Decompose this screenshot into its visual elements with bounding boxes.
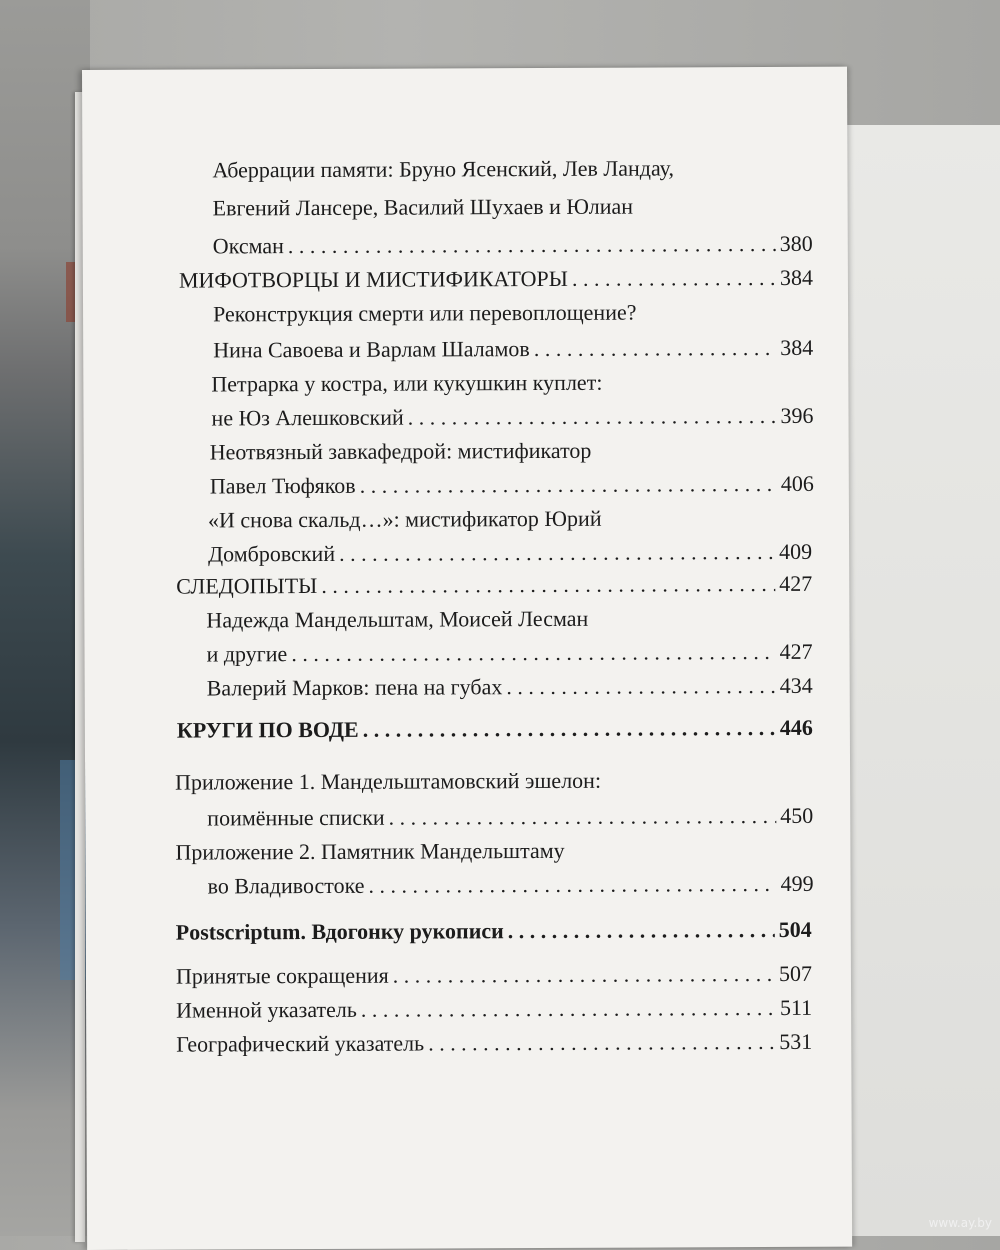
toc-entry-page: 531 (779, 1028, 813, 1054)
leader-dots (572, 265, 776, 292)
toc-line: Неотвязный завкафедрой: мистификатор (209, 437, 592, 465)
toc-line: Евгений Лансере, Василий Шухаев и Юлиан (212, 193, 634, 221)
leader-dots (288, 231, 776, 259)
toc-entry[interactable] (207, 803, 813, 832)
watermark: www.ay.by (928, 1216, 992, 1230)
toc-entry[interactable] (213, 231, 813, 260)
toc-entry[interactable] (176, 961, 812, 990)
toc-entry[interactable] (208, 539, 812, 568)
leader-dots (363, 715, 776, 743)
table-of-contents (82, 67, 852, 1250)
toc-line: «И снова скальд…»: мистификатор Юрий (207, 505, 602, 533)
toc-line: Надежда Мандельштам, Моисей Лесман (206, 605, 589, 633)
toc-entry[interactable] (211, 403, 813, 432)
leader-dots (361, 995, 776, 1023)
leader-dots (393, 961, 775, 989)
toc-entry-page: 511 (779, 994, 813, 1020)
toc-entry-page: 507 (778, 960, 813, 986)
toc-entry-page: 446 (779, 714, 813, 740)
toc-entry-page: 396 (780, 402, 814, 428)
toc-section[interactable] (179, 265, 813, 294)
book-page (82, 67, 852, 1250)
toc-line: Реконструкция смерти или перевоплощение? (213, 299, 637, 327)
toc-entry-title: Домбровский (208, 540, 336, 567)
toc-line: Приложение 2. Памятник Мандельштаму (175, 837, 565, 865)
facing-page (845, 125, 1000, 1236)
toc-entry-title: во Владивостоке (207, 872, 365, 899)
leader-dots (408, 403, 777, 431)
toc-entry-title: Принятые сокращения (175, 962, 389, 989)
toc-entry-title: Географический указатель (176, 1030, 425, 1057)
toc-part[interactable] (176, 917, 812, 946)
leader-dots (291, 639, 775, 667)
toc-entry[interactable] (176, 1029, 812, 1058)
leader-dots (428, 1029, 775, 1057)
toc-entry-page: 380 (779, 230, 813, 256)
leader-dots (506, 673, 775, 700)
leader-dots (321, 571, 775, 599)
toc-entry[interactable] (176, 995, 812, 1024)
leader-dots (360, 471, 777, 499)
toc-line: Приложение 1. Мандельштамовский эшелон: (175, 767, 602, 795)
toc-line: Аберрации памяти: Бруно Ясенский, Лев Ландау, (212, 155, 674, 183)
toc-part-title: Postscriptum. Вдогонку рукописи (175, 918, 504, 945)
leader-dots (508, 917, 775, 944)
toc-section-title: МИФОТВОРЦЫ И МИСТИФИКАТОРЫ (178, 265, 568, 293)
toc-entry[interactable] (213, 335, 813, 364)
toc-entry-page: 427 (779, 570, 813, 596)
leader-dots (368, 871, 776, 899)
toc-entry[interactable] (207, 673, 813, 702)
toc-entry-page: 384 (779, 264, 813, 290)
toc-entry-page: 384 (780, 334, 814, 360)
toc-entry[interactable] (210, 471, 814, 500)
toc-entry-page: 504 (778, 916, 812, 942)
toc-section[interactable] (176, 571, 812, 600)
toc-entry-title: Нина Савоева и Варлам Шаламов (213, 336, 530, 363)
toc-entry[interactable] (208, 871, 814, 900)
toc-entry-page: 406 (780, 470, 814, 496)
toc-line: Петрарка у костра, или кукушкин куплет: (211, 369, 603, 397)
toc-entry-page: 434 (779, 672, 813, 698)
toc-entry-title: не Юз Алешковский (211, 404, 404, 431)
toc-entry-title: Валерий Марков: пена на губах (206, 674, 503, 701)
toc-entry-title: Павел Тюфяков (209, 472, 356, 499)
leader-dots (339, 539, 775, 567)
toc-part[interactable] (177, 715, 813, 744)
toc-part-title: КРУГИ ПО ВОДЕ (176, 716, 359, 743)
toc-entry-page: 427 (779, 638, 813, 664)
leader-dots (389, 803, 777, 831)
toc-entry-title: Именной указатель (176, 996, 357, 1023)
leader-dots (534, 335, 777, 362)
toc-entry-title: поимённые списки (207, 804, 385, 831)
toc-entry-page: 409 (779, 538, 813, 564)
toc-entry-page: 450 (780, 802, 814, 828)
toc-entry-page: 499 (780, 870, 814, 896)
toc-entry-title: и другие (206, 641, 288, 667)
toc-entry[interactable] (206, 639, 812, 668)
toc-section-title: СЛЕДОПЫТЫ (176, 572, 318, 599)
toc-entry-title: Оксман (212, 233, 284, 259)
